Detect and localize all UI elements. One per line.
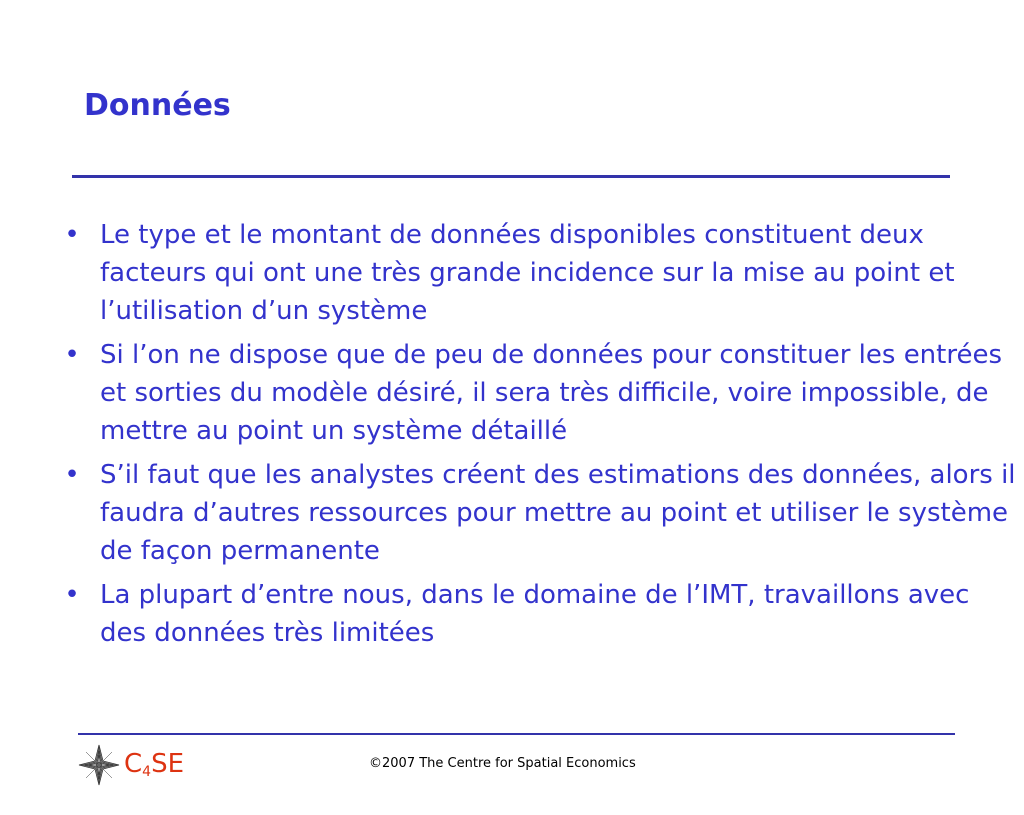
- bullet-icon: •: [64, 340, 80, 370]
- compass-star-icon: [78, 744, 120, 786]
- bullet-list: [62, 216, 1022, 658]
- bullet-item: [62, 576, 1022, 652]
- c4se-logo: [78, 745, 184, 785]
- bullet-item: [62, 336, 1022, 450]
- copyright-notice: ©2007 The Centre for Spatial Economics: [369, 756, 636, 771]
- bullet-text: S’il faut que les analystes créent des estimations des données, alors il faudra d’autres ressources pour mettre au point et utiliser le système de façon permanente: [100, 460, 1016, 566]
- footer-divider: [78, 733, 955, 735]
- bullet-icon: •: [64, 580, 80, 610]
- bullet-icon: •: [64, 460, 80, 490]
- page-title: Données: [84, 88, 231, 123]
- bullet-item: [62, 216, 1022, 330]
- bullet-item: [62, 456, 1022, 570]
- bullet-text: Le type et le montant de données disponibles constituent deux facteurs qui ont une très grande incidence sur la mise au point et l’utilisation d’un système: [100, 220, 955, 326]
- bullet-icon: •: [64, 220, 80, 250]
- bullet-text: Si l’on ne dispose que de peu de données pour constituer les entrées et sorties du modèle désiré, il sera très difficile, voire impossible, de mettre au point un système détaillé: [100, 340, 1003, 446]
- logo-wordmark: C4SE: [124, 749, 185, 780]
- bullet-text: La plupart d’entre nous, dans le domaine de l’IMT, travaillons avec des données très limitées: [100, 580, 970, 648]
- title-divider: [72, 175, 950, 178]
